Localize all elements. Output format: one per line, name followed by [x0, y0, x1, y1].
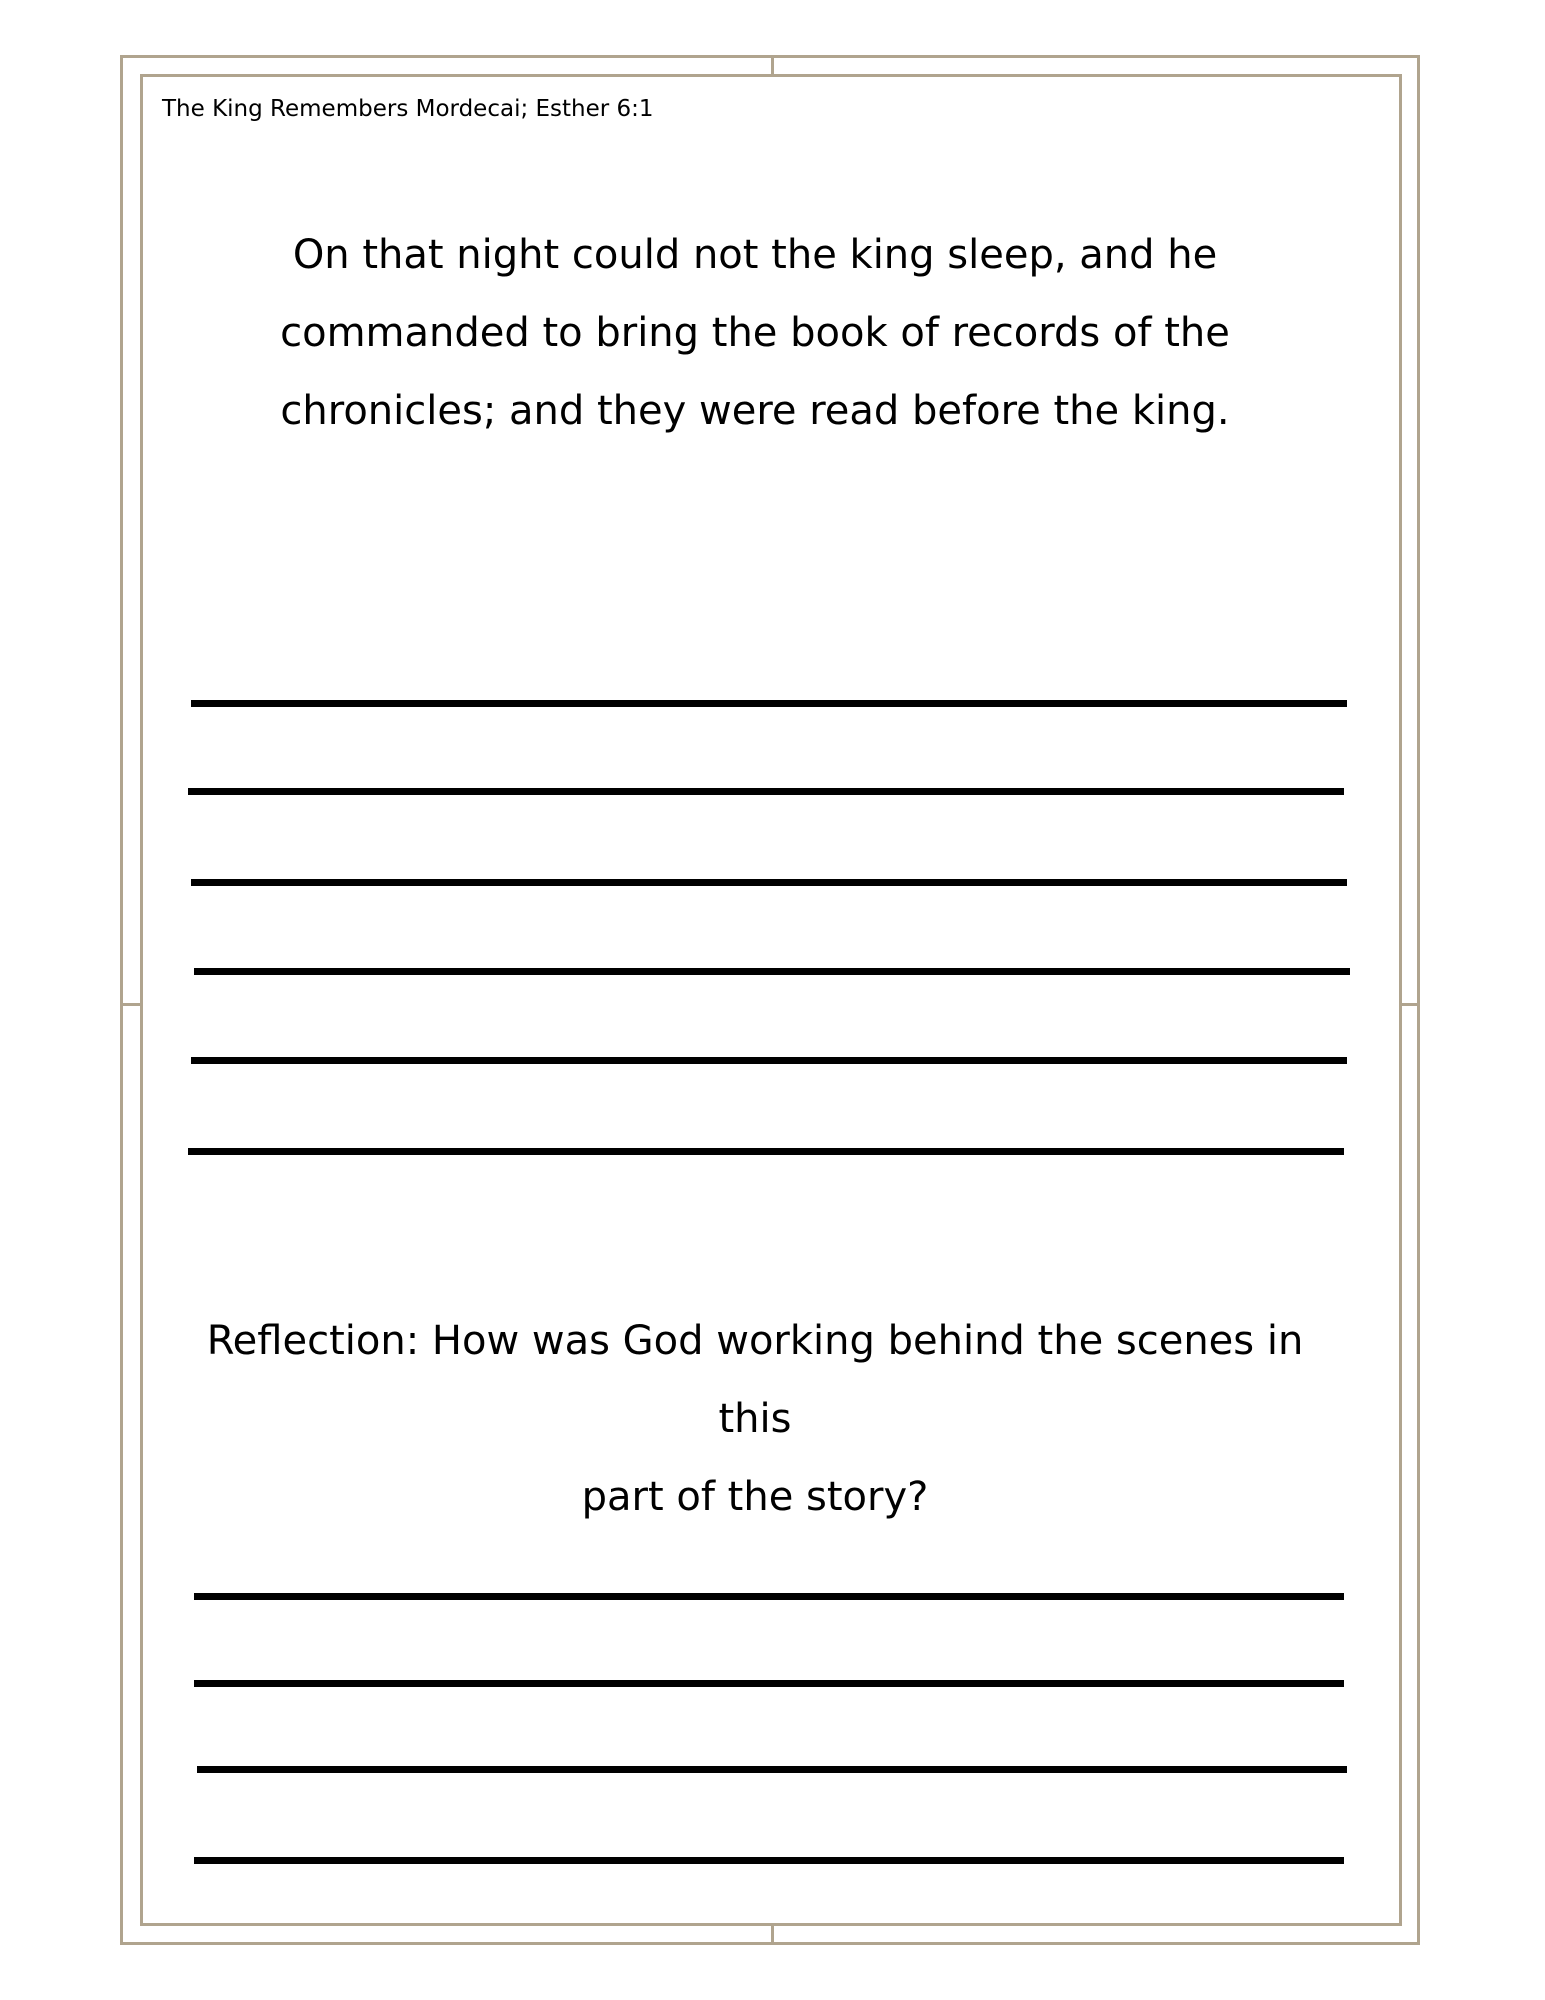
scripture-verse — [230, 216, 1280, 450]
copywork-writing-line[interactable] — [188, 1148, 1344, 1155]
reflection-prompt — [180, 1302, 1330, 1536]
copywork-writing-line[interactable] — [191, 700, 1347, 707]
reflection-writing-line[interactable] — [194, 1857, 1344, 1864]
page-header-title: The King Remembers Mordecai; Esther 6:1 — [162, 96, 654, 122]
verse-line: chronicles; and they were read before the king. — [280, 388, 1230, 434]
frame-tick-bottom — [771, 1926, 774, 1945]
frame-tick-right — [1402, 1003, 1420, 1006]
verse-line: commanded to bring the book of records of the — [280, 310, 1230, 356]
copywork-writing-line[interactable] — [191, 1057, 1347, 1064]
frame-tick-top — [771, 55, 774, 74]
reflection-line: Reflection: How was God working behind the scenes in this — [206, 1318, 1304, 1442]
copywork-writing-line[interactable] — [194, 968, 1350, 975]
reflection-writing-line[interactable] — [197, 1766, 1347, 1773]
reflection-writing-line[interactable] — [194, 1593, 1344, 1600]
reflection-line: part of the story? — [581, 1474, 929, 1520]
reflection-writing-line[interactable] — [194, 1680, 1344, 1687]
copywork-writing-line[interactable] — [191, 879, 1347, 886]
frame-tick-left — [120, 1003, 140, 1006]
copywork-writing-line[interactable] — [188, 788, 1344, 795]
verse-line: On that night could not the king sleep, and he — [292, 232, 1218, 278]
